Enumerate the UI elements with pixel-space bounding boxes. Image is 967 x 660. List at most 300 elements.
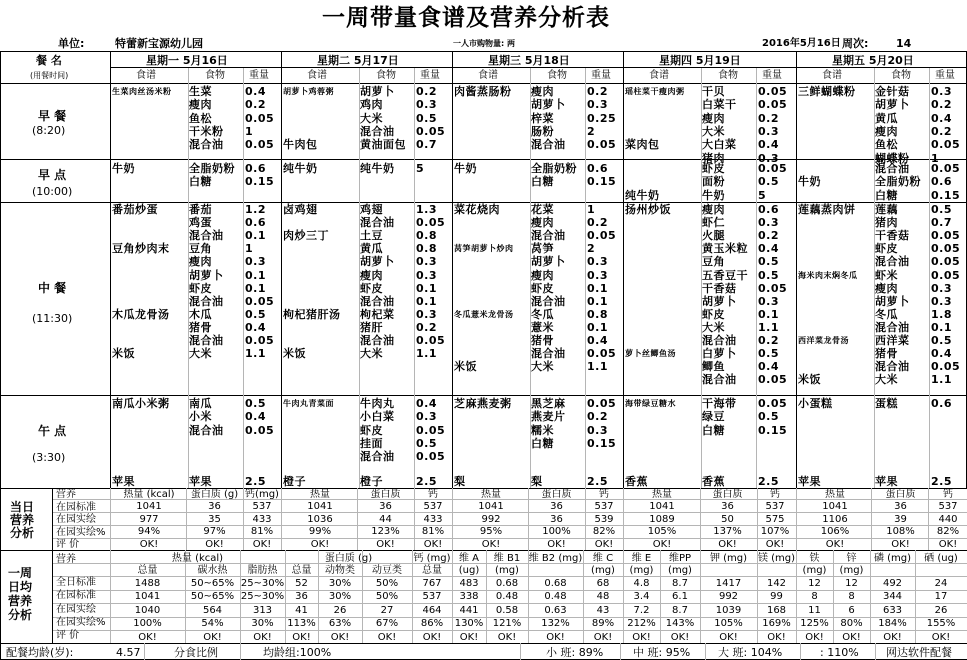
weekly-value: 338 (459, 591, 479, 603)
daily-value: 537 (594, 501, 614, 512)
menu-cell: 1.3 (416, 203, 437, 216)
menu-cell: 冬瓜 (531, 307, 554, 321)
menu-cell: 混合油 (189, 138, 224, 152)
meal-time: (3:30) (32, 451, 66, 464)
menu-cell: 0.6 (245, 162, 266, 175)
weekly-value: 564 (202, 604, 223, 616)
weekly-value: 0.48 (544, 591, 567, 603)
meal-time: (10:00) (32, 185, 73, 198)
weekly-sub-label: 碳水热 (197, 565, 228, 576)
menu-cell: 黄油面包 (360, 138, 406, 152)
menu-cell: 瘦肉 (875, 124, 898, 138)
menu-cell: 苹果 (189, 475, 212, 488)
menu-cell: 虾皮 (702, 162, 725, 175)
menu-cell: 0.05 (416, 334, 446, 347)
menu-cell: 苹果 (875, 475, 898, 488)
daily-value: 95% (479, 526, 503, 538)
menu-cell: 大米 (702, 124, 725, 138)
menu-cell: 芝麻燕麦粥 (454, 397, 512, 410)
daily-value: OK! (547, 538, 566, 550)
menu-cell: 0.05 (931, 255, 961, 269)
weekly-row-label: 营养 (56, 554, 76, 565)
weekly-group-label: 维 A (ug) (458, 553, 480, 576)
corner-sub: (用餐时间) (30, 71, 69, 80)
weekly-sub-label: 动物类 (325, 565, 355, 576)
menu-cell: 苹果 (112, 475, 135, 488)
menu-cell: 0.2 (416, 85, 437, 98)
menu-cell: 金针菇 (875, 85, 910, 98)
weekly-value: 8.7 (672, 604, 688, 616)
weekly-value: OK! (805, 631, 824, 643)
daily-value: 539 (594, 513, 614, 525)
menu-cell: 牛肉丸 (360, 397, 395, 410)
daily-value: 99% (308, 526, 332, 538)
menu-cell: 绿豆 (702, 410, 725, 424)
daily-side-label: 当日 (10, 500, 35, 514)
weekly-value: 99 (770, 591, 783, 603)
day-header: 星期一 5月16日 (146, 54, 228, 67)
daily-row-label: 营养 (56, 489, 76, 500)
menu-cell: 混合油 (702, 334, 737, 347)
menu-cell: 0.05 (416, 450, 446, 464)
software-label: 网达软件配餐 (886, 646, 952, 659)
menu-cell: 0.1 (931, 320, 952, 334)
weekly-value: OK! (203, 631, 222, 643)
meal-time: (11:30) (32, 312, 73, 325)
weekly-value: 125% (800, 618, 829, 630)
menu-cell: 0.4 (587, 334, 608, 347)
weekly-value: 17 (934, 591, 948, 603)
menu-cell: 大白菜 (702, 138, 737, 152)
grid-line (520, 643, 521, 660)
menu-cell: 小米 (189, 410, 212, 424)
menu-cell: 0.3 (758, 151, 779, 165)
menu-cell: 0.7 (931, 216, 952, 230)
grid-line (585, 68, 586, 488)
daily-value: OK! (765, 538, 785, 550)
menu-cell: 0.8 (416, 242, 437, 256)
menu-cell: 0.1 (245, 268, 266, 282)
date-value: 2016年5月16日 (762, 38, 841, 49)
menu-cell: 鲫鱼 (702, 360, 725, 374)
menu-cell: 0.1 (245, 281, 266, 295)
menu-cell: 0.05 (931, 242, 961, 256)
column-header: 食物 (891, 70, 911, 81)
menu-cell: 0.15 (245, 175, 275, 189)
menu-cell: 0.05 (587, 347, 617, 361)
daily-value: 82% (936, 526, 960, 538)
weekly-group-label: 热量 (kcal) (171, 553, 224, 564)
weekly-value: 483 (459, 578, 479, 589)
daily-value: 1036 (307, 513, 333, 525)
daily-value: 440 (938, 513, 958, 525)
weekly-row-label: 在园标准 (56, 590, 96, 602)
week-label: 周次: (842, 37, 869, 50)
menu-cell: 瘦肉 (531, 216, 554, 230)
menu-cell: 0.05 (587, 138, 617, 152)
menu-cell: 豆角 (189, 242, 212, 256)
menu-cell: 0.15 (931, 188, 961, 202)
weekly-value: 27 (380, 604, 394, 616)
daily-value: 433 (423, 513, 443, 525)
daily-value: 36 (208, 501, 221, 512)
menu-cell: 白糖 (875, 188, 898, 202)
menu-cell: 大米 (875, 373, 898, 387)
menu-cell: 白糖 (189, 175, 212, 189)
menu-cell: 5 (758, 188, 767, 202)
menu-cell: 蝴蝶粉 (875, 151, 910, 165)
day-header: 星期四 5月19日 (659, 54, 741, 67)
menu-cell: 猪骨 (531, 334, 554, 347)
daily-value: 36 (721, 501, 734, 512)
menu-cell: 0.4 (758, 242, 779, 256)
grid-line (52, 488, 53, 643)
menu-cell: 干贝 (702, 85, 725, 98)
weekly-value: 537 (422, 591, 442, 603)
menu-cell: 鱼松 (189, 111, 212, 125)
weekly-value: 6 (848, 604, 855, 616)
weekly-value: 344 (882, 591, 903, 603)
menu-cell: 混合油 (189, 229, 224, 243)
big-class: 大 班: 104% (718, 646, 783, 659)
menu-cell: 0.3 (587, 98, 608, 112)
menu-cell: 瘦肉 (531, 85, 554, 98)
menu-cell: 花菜 (531, 203, 554, 216)
menu-cell: 猪肉 (702, 151, 725, 165)
daily-value: 575 (765, 513, 785, 525)
column-header: 食谱 (649, 70, 669, 81)
menu-cell: 纯牛奶 (360, 162, 395, 175)
menu-cell: 胡萝卜 (702, 294, 737, 308)
menu-cell: 西洋菜 (875, 334, 910, 347)
menu-cell: 0.5 (758, 347, 779, 361)
grid-line (0, 83, 967, 84)
menu-cell: 枸杞菜 (360, 307, 395, 321)
menu-cell: 2 (587, 242, 596, 256)
menu-cell: 全脂奶粉 (875, 175, 921, 189)
weekly-value: 80% (840, 618, 863, 630)
menu-cell: 牛肉丸青菜面 (283, 399, 334, 408)
grid-line (52, 512, 967, 513)
weekly-value: 767 (422, 578, 442, 589)
menu-cell: 0.05 (931, 268, 961, 282)
menu-cell: 0.05 (416, 423, 446, 437)
daily-value: 35 (208, 513, 221, 525)
weekly-sub-label: 总量 (422, 565, 442, 576)
weekly-value: 63% (328, 618, 352, 630)
menu-cell: 海带绿豆糖水 (625, 399, 676, 408)
menu-cell: 1.1 (758, 320, 779, 334)
daily-col-label: 热量 (310, 489, 330, 500)
menu-cell: 白糖 (531, 175, 554, 189)
column-header: 重量 (762, 70, 782, 81)
menu-cell: 黄瓜 (360, 242, 383, 256)
weekly-value: 142 (766, 578, 787, 589)
weekly-value: 7.2 (633, 604, 650, 616)
menu-cell: 瘦肉 (875, 281, 898, 295)
menu-cell: 香蕉 (702, 475, 725, 488)
weekly-value: 4.8 (633, 578, 650, 589)
weekly-value: 464 (422, 604, 442, 616)
weekly-side-label: 营养 (8, 594, 33, 608)
column-header: 食谱 (307, 70, 327, 81)
weekly-value: 50% (375, 578, 399, 589)
ratio-label: 分食比例 (174, 646, 218, 659)
weekly-value: OK! (330, 631, 350, 643)
menu-cell: 冬瓜 (875, 307, 898, 321)
menu-cell: 西洋菜龙骨汤 (798, 336, 849, 345)
weekly-value: OK! (459, 631, 479, 643)
menu-cell: 1 (245, 124, 254, 138)
weekly-value: OK! (842, 631, 861, 643)
menu-cell: 胡萝卜 (360, 85, 395, 98)
people-label: 一人市购物量: 两 (453, 39, 515, 48)
menu-cell: 0.1 (416, 294, 437, 308)
daily-side-label: 分析 (10, 526, 35, 540)
menu-cell: 0.6 (587, 162, 608, 175)
menu-cell: 三鲜蝴蝶粉 (798, 85, 856, 98)
menu-cell: 混合油 (360, 294, 395, 308)
menu-cell: 0.4 (758, 138, 779, 152)
grid-line (281, 52, 282, 488)
menu-cell: 0.3 (931, 281, 952, 295)
menu-cell: 0.4 (416, 397, 437, 410)
weekly-row-label: 评 价 (56, 630, 80, 641)
menu-cell: 火腿 (702, 229, 725, 243)
column-header: 食物 (376, 70, 396, 81)
weekly-value: 50~65% (190, 578, 235, 589)
menu-cell: 0.2 (587, 410, 608, 424)
weekly-group-label: 锌 (mg) (839, 553, 864, 576)
daily-row-label: 在园实绘 (56, 514, 96, 526)
daily-col-label: 热量 (652, 489, 672, 500)
corner-label: 餐 名 (36, 54, 62, 67)
daily-value: 123% (371, 526, 400, 538)
menu-cell: 1.1 (587, 360, 608, 374)
menu-cell: 胡萝卜 (875, 294, 910, 308)
weekly-value: 168 (766, 604, 787, 616)
menu-cell: 0.6 (931, 397, 952, 410)
menu-cell: 0.2 (245, 98, 266, 112)
weekly-group-label: 钙 (mg) (413, 553, 451, 564)
daily-value: OK! (252, 538, 272, 550)
meal-name: 中 餐 (38, 281, 67, 295)
menu-cell: 0.5 (758, 255, 779, 269)
daily-value: OK! (205, 538, 224, 550)
daily-value: 1041 (136, 501, 162, 512)
grid-line (705, 643, 706, 660)
menu-cell: 纯牛奶 (625, 188, 660, 202)
menu-cell: 1.1 (416, 347, 437, 361)
menu-cell: 0.3 (245, 255, 266, 269)
menu-cell: 0.3 (587, 423, 608, 437)
daily-value: OK! (594, 538, 614, 550)
grid-line (0, 52, 1, 660)
weekly-side-label: 一周 (8, 566, 33, 580)
daily-row-label: 在园标准 (56, 501, 96, 513)
menu-cell: 瑶柱菜干瘦肉粥 (625, 87, 685, 96)
menu-cell: 0.05 (587, 229, 617, 243)
weekly-value: 12 (808, 578, 821, 589)
grid-line (623, 52, 624, 488)
menu-cell: 番茄炒蛋 (112, 203, 158, 216)
menu-cell: 0.1 (587, 320, 608, 334)
menu-cell: 0.6 (758, 203, 779, 216)
menu-cell: 香蕉 (625, 475, 648, 488)
menu-cell: 生菜肉丝汤米粉 (112, 87, 172, 96)
weekly-value: 25~30% (240, 578, 285, 589)
weekly-value: 0.63 (544, 604, 567, 616)
weekly-value: 184% (878, 618, 907, 630)
menu-cell: 混合油 (189, 423, 224, 437)
menu-cell: 黑芝麻 (531, 397, 566, 410)
menu-cell: 莴笋胡萝卜炒肉 (454, 244, 514, 254)
grid-line (0, 643, 967, 644)
weekly-group-label: 蛋白质 (g) (324, 553, 373, 564)
menu-cell: 0.5 (245, 397, 266, 410)
daily-col-label: 蛋白质 (885, 489, 916, 500)
menu-cell: 猪骨 (189, 320, 212, 334)
menu-cell: 0.05 (245, 294, 275, 308)
daily-value: 537 (938, 501, 958, 512)
menu-cell: 0.3 (416, 98, 437, 112)
menu-cell: 0.1 (245, 229, 266, 243)
menu-cell: 大米 (189, 347, 212, 361)
menu-cell: 混合油 (360, 216, 395, 230)
menu-cell: 燕麦片 (531, 410, 566, 424)
menu-cell: 苹果 (798, 475, 821, 488)
menu-cell: 胡萝卜 (531, 255, 566, 269)
daily-value: OK! (310, 538, 330, 550)
menu-cell: 0.4 (245, 320, 266, 334)
menu-cell: 莴笋 (531, 242, 554, 256)
grid-line (52, 603, 967, 604)
menu-cell: 豆角炒肉末 (112, 242, 170, 256)
menu-cell: 虾皮 (702, 307, 725, 321)
menu-cell: 面粉 (702, 175, 725, 189)
weekly-value: 633 (882, 604, 903, 616)
grid-line (929, 68, 930, 488)
daily-value: 44 (379, 513, 392, 525)
grid-line (281, 488, 282, 550)
grid-line (0, 395, 967, 396)
menu-cell: 海米肉末焖冬瓜 (798, 270, 858, 280)
column-header: 重量 (420, 70, 440, 81)
menu-cell: 0.6 (931, 175, 952, 189)
menu-cell: 木瓜 (189, 307, 212, 321)
menu-cell: 0.05 (245, 111, 275, 125)
menu-cell: 0.05 (245, 423, 275, 437)
menu-cell: 2.5 (245, 475, 266, 488)
menu-cell: 白糖 (702, 423, 725, 437)
daily-col-label: 钙 (943, 489, 953, 500)
menu-cell: 2.5 (587, 475, 608, 488)
weekly-value: 992 (718, 591, 739, 603)
menu-cell: 梨 (454, 475, 466, 488)
menu-cell: 1.1 (931, 373, 952, 387)
menu-cell: 0.2 (931, 98, 952, 112)
daily-value: OK! (652, 538, 672, 550)
daily-value: 36 (894, 501, 907, 512)
menu-cell: 0.2 (587, 216, 608, 230)
menu-cell: 猪肉 (875, 216, 898, 230)
menu-cell: 混合油 (531, 294, 566, 308)
weekly-value: OK! (670, 631, 690, 643)
weekly-value: 1488 (134, 578, 161, 589)
weekly-value: 11 (808, 604, 821, 616)
daily-col-label: 钙 (770, 489, 780, 500)
daily-value: 36 (550, 513, 563, 525)
weekly-value: OK! (931, 631, 951, 643)
menu-cell: 扬州炒饭 (625, 203, 671, 216)
weekly-value: OK! (632, 631, 651, 643)
daily-value: 1089 (649, 513, 675, 525)
menu-cell: 0.05 (931, 229, 961, 243)
age-value: 4.57 (116, 646, 141, 659)
menu-cell: 虾皮 (189, 281, 212, 295)
middle-class: 中 班: 95% (633, 646, 691, 659)
menu-cell: 0.25 (587, 111, 617, 125)
grid-line (623, 488, 624, 550)
menu-cell: 0.5 (931, 334, 952, 347)
menu-cell: 鱼松 (875, 138, 898, 152)
menu-cell: 菜肉包 (625, 138, 660, 152)
menu-cell: 0.4 (758, 360, 779, 374)
daily-col-label: 热量 (825, 489, 845, 500)
weekly-value: 26 (934, 604, 948, 616)
menu-cell: 黄玉米粒 (702, 242, 748, 256)
menu-cell: 混合油 (531, 138, 566, 152)
menu-cell: 混合油 (531, 347, 566, 361)
daily-value: OK! (423, 538, 443, 550)
daily-col-label: 热量 (kcal) (123, 489, 175, 500)
menu-cell: 0.05 (931, 138, 961, 152)
meal-name: 早 餐 (38, 109, 67, 123)
menu-cell: 小蛋糕 (798, 397, 833, 410)
weekly-sub-label: 总量 (291, 565, 312, 576)
weekly-value: 54% (201, 618, 224, 630)
daily-value: 82% (592, 526, 616, 538)
weekly-group-label: 维 B2 (mg) (528, 553, 583, 564)
menu-cell: 肉炒三丁 (283, 229, 329, 243)
weekly-value: 36 (295, 591, 308, 603)
grid-line (414, 68, 415, 488)
menu-cell: 1 (245, 242, 254, 256)
daily-value: 50 (721, 513, 734, 525)
menu-cell: 混合油 (875, 255, 910, 269)
weekly-value: 132% (541, 618, 570, 630)
menu-cell: 2.5 (416, 475, 437, 488)
weekly-value: 43 (596, 604, 610, 616)
column-header: 重量 (935, 70, 955, 81)
menu-cell: 猪肝 (360, 320, 383, 334)
weekly-value: 155% (926, 618, 956, 630)
menu-cell: 米饭 (283, 347, 306, 361)
grid-line (0, 159, 967, 160)
menu-cell: 瘦肉 (189, 98, 212, 112)
weekly-value: 169% (762, 618, 791, 630)
menu-cell: 0.3 (587, 255, 608, 269)
menu-cell: 0.3 (416, 255, 437, 269)
menu-cell: 梓菜 (531, 111, 554, 125)
menu-cell: 肉酱蒸肠粉 (454, 85, 512, 98)
daily-value: 137% (713, 526, 742, 538)
daily-value: 106% (820, 526, 850, 538)
menu-cell: 0.5 (758, 410, 779, 424)
menu-cell: 猪骨 (875, 347, 898, 361)
menu-cell: 0.15 (587, 436, 617, 450)
menu-cell: 0.1 (416, 281, 437, 295)
